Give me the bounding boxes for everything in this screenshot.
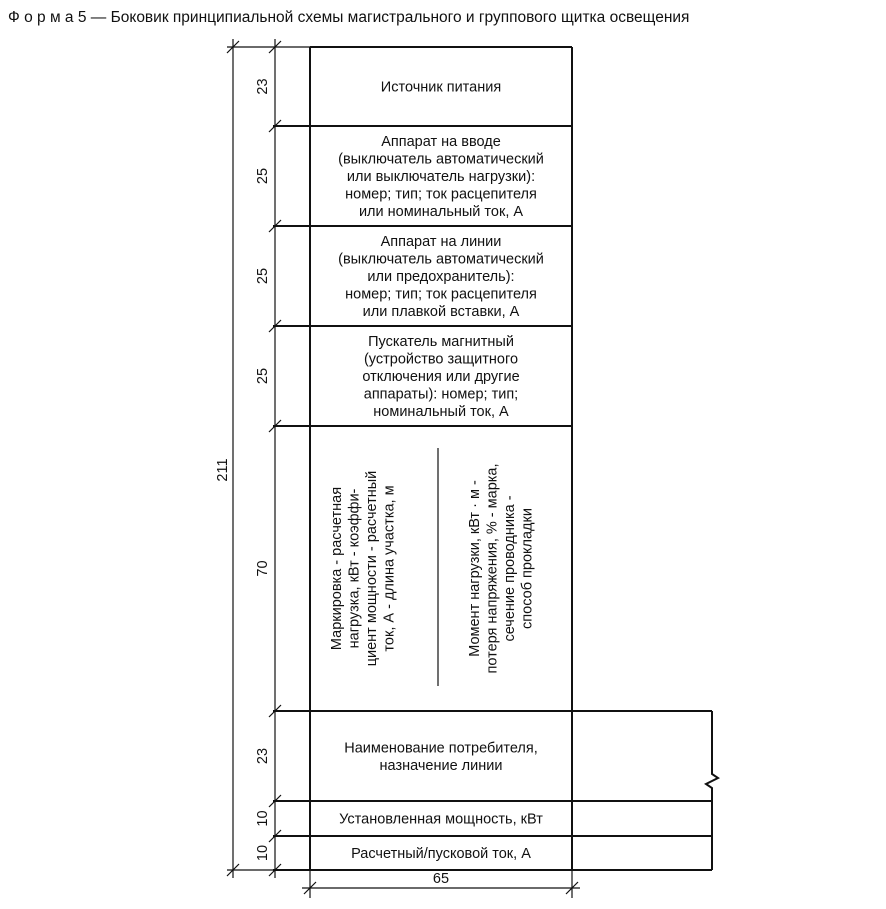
total-height-label: 211 xyxy=(215,458,231,482)
marking-left-text-line: нагрузка, кВт - коэффи- xyxy=(346,488,363,649)
row-input-device xyxy=(338,134,544,220)
row-source xyxy=(381,80,501,96)
row-current xyxy=(351,846,531,862)
cell-text-line: Источник питания xyxy=(380,79,502,96)
row-height-label: 23 xyxy=(255,78,271,95)
row-height-label: 10 xyxy=(255,844,271,862)
cell-text-line: (выключатель автоматический xyxy=(338,251,544,268)
cell-text-line: или предохранитель): xyxy=(367,269,515,285)
cell-text-line: номинальный ток, А xyxy=(373,404,509,420)
row-marking xyxy=(329,448,536,686)
marking-left-text-line: Маркировка - расчетная xyxy=(328,486,345,651)
row-consumer xyxy=(344,740,538,774)
cell-text-line: Аппарат на вводе xyxy=(381,134,501,150)
cell-text-line: Расчетный/пусковой ток, А xyxy=(351,846,531,862)
row-power xyxy=(339,812,543,828)
cell-text-line: Аппарат на линии xyxy=(380,234,502,250)
row-height-label: 23 xyxy=(255,747,271,765)
marking-right-text-line: способ прокладки xyxy=(519,508,536,629)
cell-text-line: назначение линии xyxy=(379,757,503,774)
row-height-label: 25 xyxy=(255,267,271,285)
cell-text-line: или плавкой вставки, А xyxy=(362,304,520,320)
marking-left-text-line: циент мощности - расчетный xyxy=(363,470,380,667)
cell-text-line: (выключатель автоматический xyxy=(338,151,544,168)
marking-right-text-line: потеря напряжения, % - марка, xyxy=(484,463,501,674)
cell-text-line: (устройство защитного xyxy=(363,351,519,368)
cell-text-line: Пускатель магнитный xyxy=(368,334,514,350)
row-starter xyxy=(362,334,519,420)
marking-left-text-line: ток, А - длина участка, м xyxy=(381,485,398,652)
cell-text-line: Установленная мощность, кВт xyxy=(339,811,543,828)
cell-text-line: Наименование потребителя, xyxy=(344,740,538,757)
cell-text-line: или выключатель нагрузки): xyxy=(346,169,536,185)
row-height-label: 10 xyxy=(255,810,271,827)
cell-text-line: отключения или другие xyxy=(362,369,520,385)
marking-right-text-line: сечение проводника - xyxy=(501,495,518,642)
form-title: Ф о р м а 5 — Боковик принципиальной схемы магистрального и группового щитка освещения xyxy=(8,9,690,26)
row-height-label: 70 xyxy=(255,560,271,577)
row-height-label: 25 xyxy=(255,167,271,185)
cell-text-line: аппараты): номер; тип; xyxy=(363,386,519,403)
cell-text-line: номер; тип; ток расцепителя xyxy=(345,286,537,303)
table-cells xyxy=(329,80,544,863)
row-line-device xyxy=(338,234,544,320)
row-height-label: 25 xyxy=(255,367,271,385)
width-label: 65 xyxy=(432,871,450,887)
cell-text-line: или номинальный ток, А xyxy=(358,204,524,220)
marking-right-text-line: Момент нагрузки, кВт · м - xyxy=(466,480,483,657)
break-mark xyxy=(706,711,718,870)
cell-text-line: номер; тип; ток расцепителя xyxy=(345,186,537,203)
